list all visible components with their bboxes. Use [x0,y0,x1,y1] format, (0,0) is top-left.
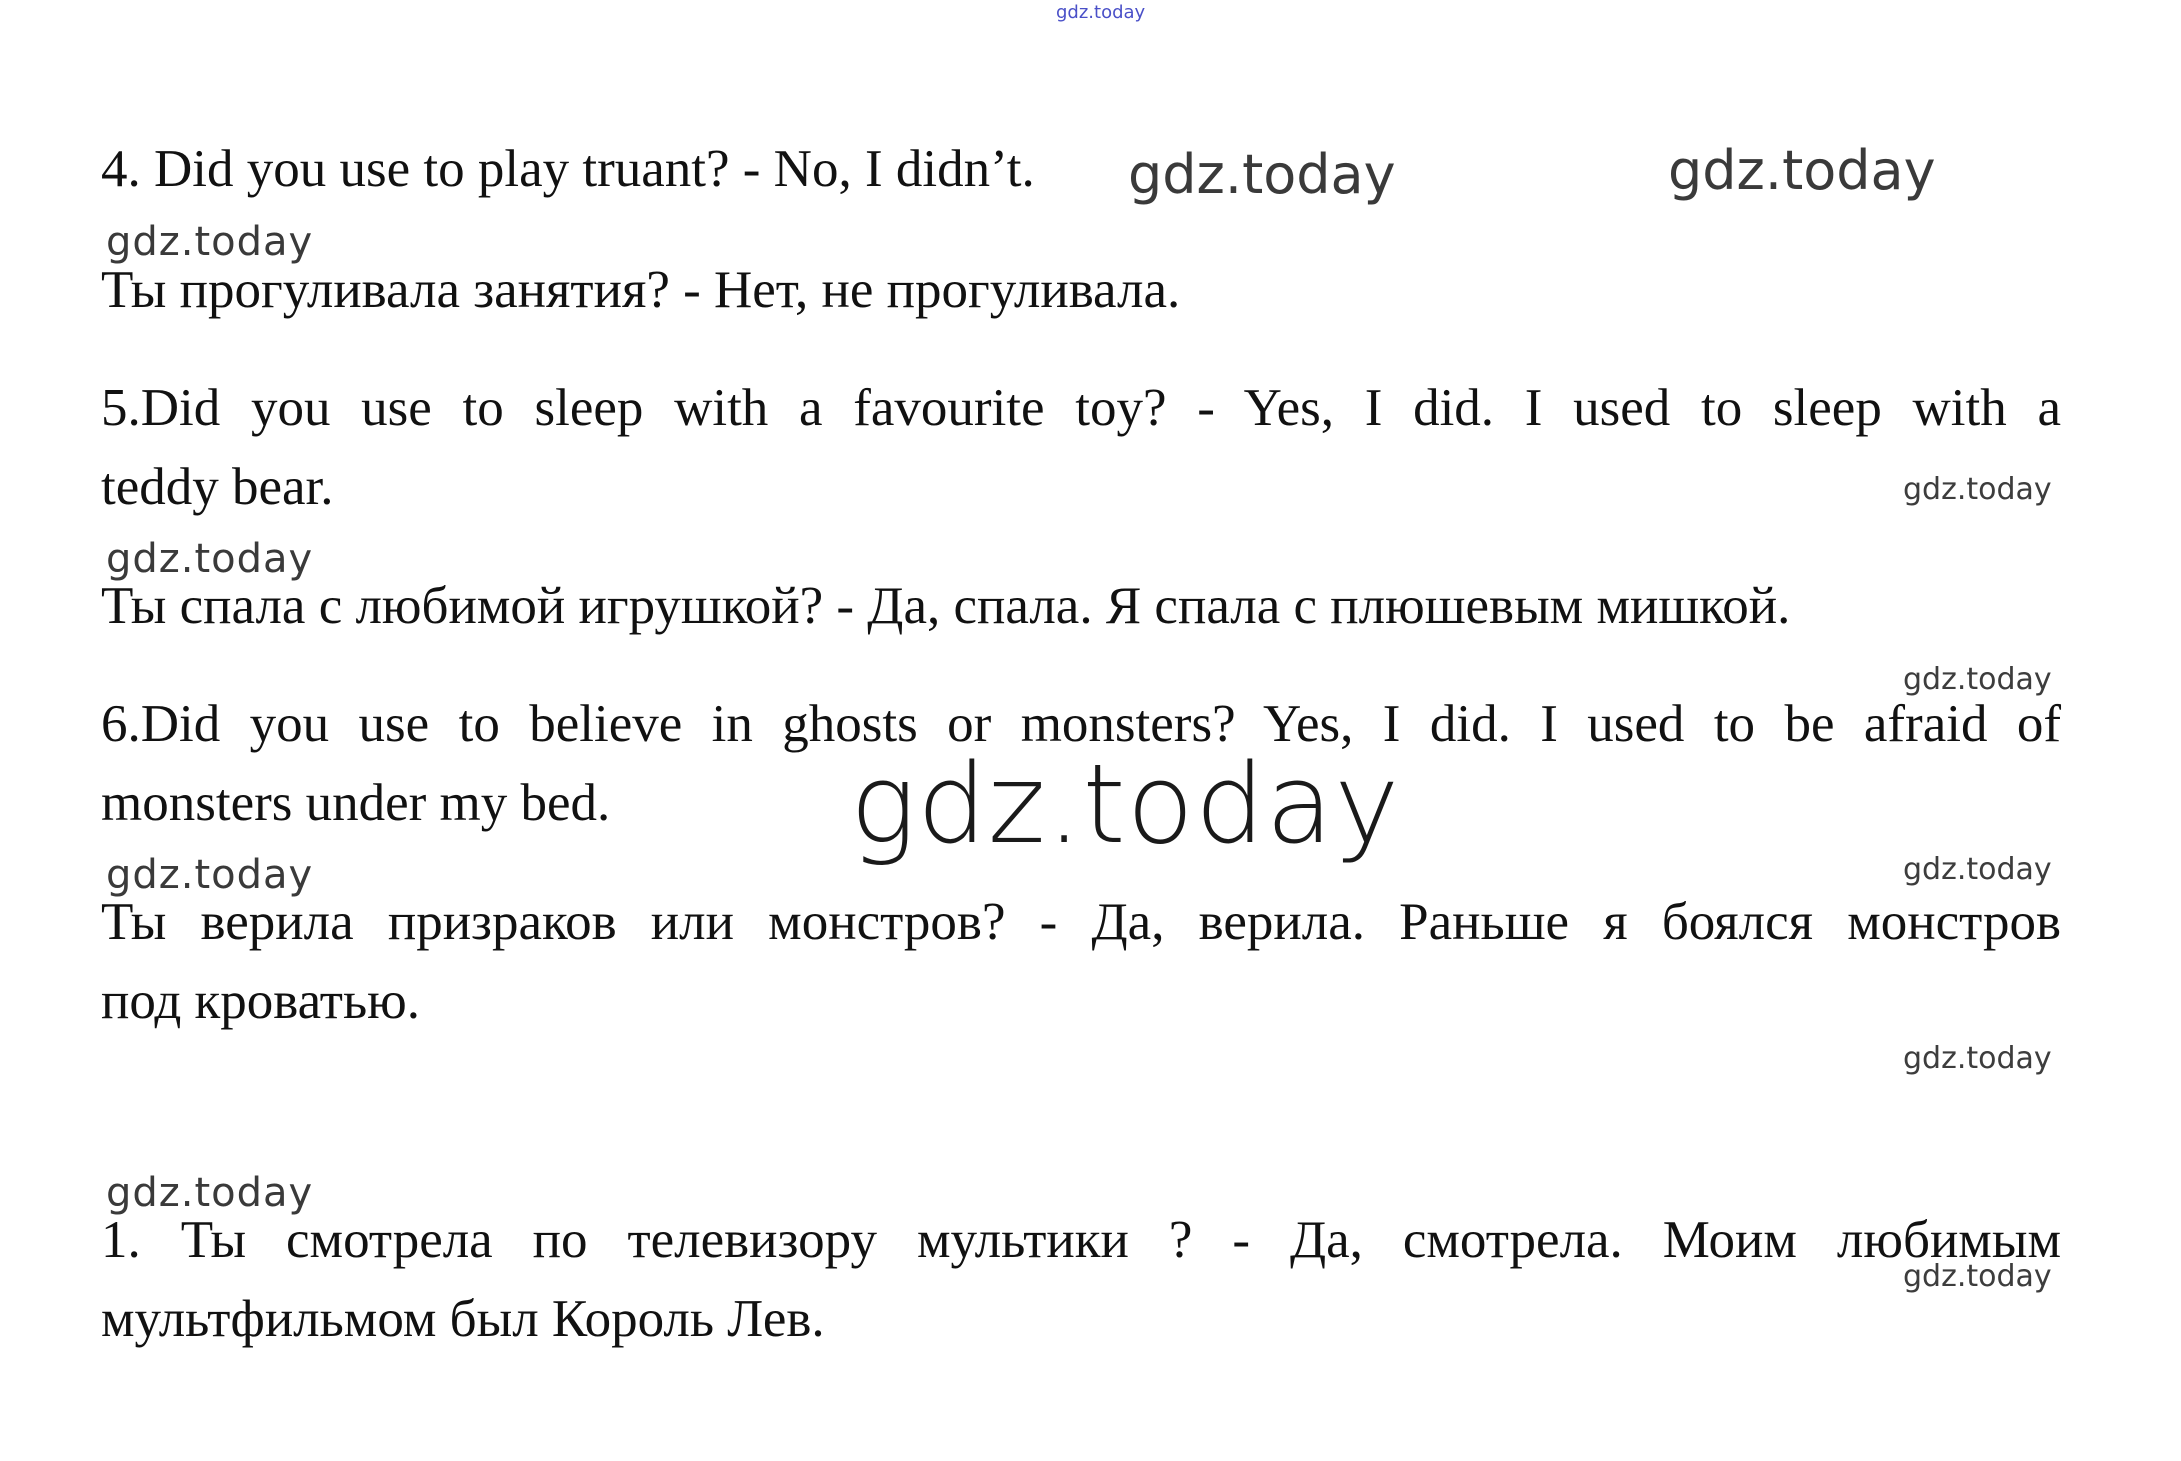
watermark-top: gdz.today [1056,2,1146,23]
watermark-left: gdz.today [106,852,314,898]
r1-russian-line2: мультфильмом был Король Лев. [101,1290,825,1348]
watermark-left: gdz.today [106,1170,314,1216]
watermark-left: gdz.today [106,536,314,582]
watermark-right: gdz.today [1903,852,2052,887]
q5-english-line2: teddy bear. [101,458,334,516]
watermark-right: gdz.today [1668,139,1936,202]
q6-russian-line2: под кроватью. [101,972,420,1030]
watermark-right: gdz.today [1903,662,2052,697]
q5-russian: Ты спала с любимой игрушкой? - Да, спала. Я спала с плюшевым мишкой. [101,577,1791,635]
q4-english: 4. Did you use to play truant? - No, I didn’t. [101,140,1035,198]
watermark-right: gdz.today [1903,1259,2052,1294]
q6-english-line2: monsters under my bed. [101,774,611,832]
watermark-large: gdz.today [850,740,1401,868]
q4-russian: Ты прогуливала занятия? - Нет, не прогуливала. [101,261,1181,319]
watermark-right: gdz.today [1903,472,2052,507]
q6-russian-line1: Ты верила призраков или монстров? - Да, верила. Раньше я боялся монстров [101,893,2061,951]
watermark-inline: gdz.today [1128,143,1396,206]
watermark-left: gdz.today [106,219,314,265]
watermark-right: gdz.today [1903,1041,2052,1076]
q6-english-line1: 6.Did you use to believe in ghosts or monsters? Yes, I did. I used to be afraid of [101,695,2061,753]
q5-english-line1: 5.Did you use to sleep with a favourite toy? - Yes, I did. I used to sleep with a [101,379,2061,437]
r1-russian-line1: 1. Ты смотрела по телевизору мультики ? - Да, смотрела. Моим любимым [101,1211,2061,1269]
